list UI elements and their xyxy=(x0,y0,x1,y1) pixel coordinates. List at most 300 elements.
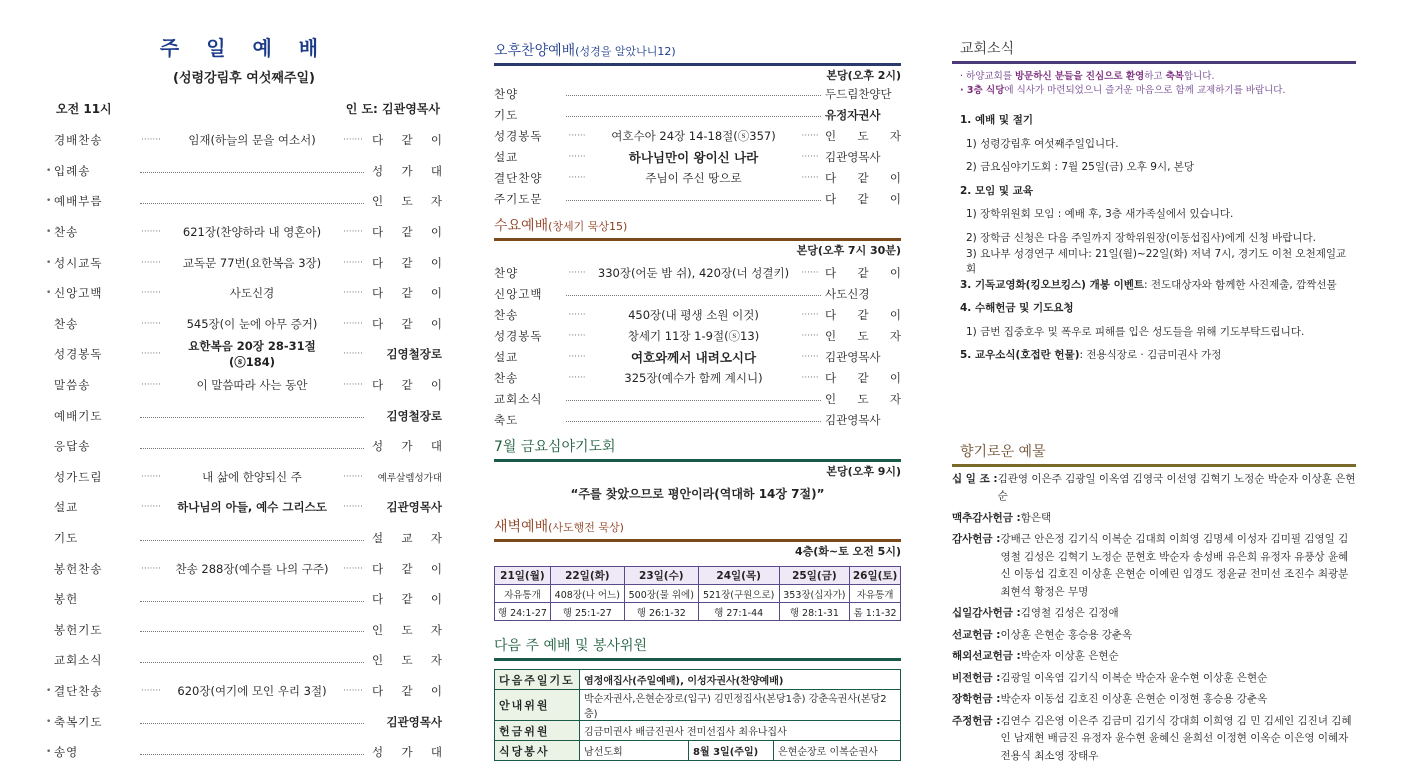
order-item-name: 성경봉독 xyxy=(54,347,103,362)
sunday-service-leader: 인 도: 김관영목사 xyxy=(345,102,440,116)
wednesday-service-place: 본당(오후 7시 30분) xyxy=(796,244,901,257)
order-item xyxy=(46,156,442,187)
dot-leader: ······ xyxy=(801,372,819,383)
news-detail: : 전용식장로 · 김금미권사 가정 xyxy=(1079,349,1222,362)
order-item-leader: 성 가 대 xyxy=(372,163,442,178)
duty-label: 식당봉사 xyxy=(495,741,580,761)
weekday-services-column xyxy=(494,0,901,761)
order-item xyxy=(46,400,442,431)
order-item-leader: 사도신경 xyxy=(825,286,870,301)
order-item-leader: 성 가 대 xyxy=(372,439,442,454)
order-item-content: 330장(어둔 밤 쉬), 420장(너 성결키) xyxy=(597,265,790,280)
friday-prayer-title: 7월 금요심야기도회 xyxy=(494,439,616,455)
dot-leader: ······ xyxy=(801,172,819,183)
offering-label: 비전헌금 : xyxy=(952,671,1001,684)
afternoon-order-list xyxy=(494,83,901,209)
order-item-leader: 다 같 이 xyxy=(825,265,901,280)
order-item-leader: 유정자권사 xyxy=(825,107,881,122)
order-item xyxy=(494,146,901,167)
friday-prayer-place: 본당(오후 9시) xyxy=(826,465,901,478)
order-item-name: 축복기도 xyxy=(54,714,103,729)
offering-names: 강배근 안은정 김기식 이복순 김대희 이희영 김명세 이성자 김미필 김영일 김영철 김성은 김혁기 노정순 문현호 박순자 송성배 유은희 유정자 유풍상 윤혜신 이동섭 김호진 이상훈 은현순 이예린 임경도 정윤균 전미선 조진수 최광분 최현석 황정은 무명 xyxy=(1000,533,1349,598)
order-item-name: 신앙고백 xyxy=(54,286,103,301)
order-item xyxy=(494,262,901,283)
duty-label: 안내위원 xyxy=(495,690,580,721)
afternoon-service-title: 오후찬양예배 xyxy=(494,43,576,59)
dot-leader xyxy=(140,417,364,418)
sunday-service-subtitle: (성령강림후 여섯째주일) xyxy=(173,71,315,86)
order-item-leader: 다 같 이 xyxy=(372,683,442,698)
order-item-leader: 다 같 이 xyxy=(372,316,442,331)
order-item-name: 봉헌기도 xyxy=(54,622,103,637)
dot-leader: ······· xyxy=(140,318,162,329)
next-week-header xyxy=(494,635,901,661)
offering-row xyxy=(952,670,1356,688)
offering-names: 김관영 이은주 김광일 이옥염 김영국 이선영 김혁기 노정순 박순자 이상훈 은현순 xyxy=(997,472,1356,502)
news-column xyxy=(952,0,1356,765)
dot-leader: ······ xyxy=(568,351,586,362)
dawn-cell: 자유통개 xyxy=(495,585,551,603)
news-heading xyxy=(952,296,1356,320)
order-item xyxy=(46,523,442,554)
offering-list xyxy=(952,471,1356,766)
bullet-dot: • xyxy=(46,165,52,176)
order-item xyxy=(46,615,442,646)
dot-leader: ······· xyxy=(342,563,364,574)
duty-row xyxy=(495,690,901,721)
offering-names: 이상훈 은현순 홍승용 강춘옥 xyxy=(1000,628,1133,641)
order-item-content: 사도신경 xyxy=(229,286,275,301)
order-item-name: 축도 xyxy=(494,412,519,427)
offering-row xyxy=(952,713,1356,766)
dot-leader: ······ xyxy=(568,330,586,341)
wednesday-service-header xyxy=(494,215,901,241)
notice-text-bold: 방문하신 분들을 진심으로 환영 xyxy=(1014,71,1145,82)
order-item-content: 545장(이 눈에 아무 증거) xyxy=(186,316,318,331)
dot-leader xyxy=(140,662,364,663)
dot-leader: ······· xyxy=(342,257,364,268)
order-item-leader: 김관영목사 xyxy=(825,349,881,364)
dawn-cell: 행 28:1-31 xyxy=(779,603,850,621)
dot-leader: ······ xyxy=(801,330,819,341)
order-item xyxy=(46,676,442,707)
dot-leader: ······ xyxy=(801,151,819,162)
order-item-leader: 김관영목사 xyxy=(825,149,881,164)
order-item xyxy=(46,431,442,462)
news-text: 1) 금번 집중호우 및 폭우로 피해를 입은 성도들을 위해 기도부탁드립니다. xyxy=(966,325,1305,338)
offering-label: 해외선교헌금 : xyxy=(952,650,1021,662)
sunday-service-column xyxy=(46,0,442,767)
order-item-leader: 예루살렘성가대 xyxy=(377,472,442,484)
offering-header xyxy=(952,441,1356,467)
dawn-schedule-table xyxy=(494,566,901,621)
order-item-content: 교독문 77번(요한복음 3장) xyxy=(182,255,322,270)
dot-leader xyxy=(140,723,364,724)
order-item-leader: 김관영목사 xyxy=(386,714,442,729)
order-item-name: 성경봉독 xyxy=(494,128,543,143)
bullet-dot: • xyxy=(46,685,52,696)
order-item-name: 말씀송 xyxy=(54,378,91,393)
dot-leader: ······· xyxy=(140,288,162,299)
dot-leader: ······· xyxy=(342,318,364,329)
order-item xyxy=(494,167,901,188)
dawn-service-subtitle: (사도행전 묵상) xyxy=(548,521,624,534)
dawn-cell: 500장(물 위에) xyxy=(624,585,698,603)
order-item-leader: 다 같 이 xyxy=(825,370,901,385)
order-item-name: 기도 xyxy=(54,531,79,546)
offering-label: 주정헌금 : xyxy=(952,714,1001,727)
dot-leader: ······· xyxy=(140,380,162,391)
dot-leader: ······· xyxy=(140,135,162,146)
order-item xyxy=(494,125,901,146)
dot-leader xyxy=(566,116,821,117)
offering-label: 감사헌금 : xyxy=(952,533,1001,545)
dot-leader: ······· xyxy=(342,380,364,391)
offering-names: 박순자 이상훈 은현순 xyxy=(1020,650,1119,662)
order-item-content: 요한복음 20장 28-31절(ⓢ184) xyxy=(188,339,316,370)
news-item xyxy=(952,155,1356,179)
news-text: 2) 금요심야기도회 : 7월 25일(금) 오후 9시, 본당 xyxy=(966,161,1195,174)
afternoon-service-subtitle: (성경을 알았나니12) xyxy=(575,45,676,58)
order-item xyxy=(46,462,442,493)
notice-text: 하고 xyxy=(1144,71,1166,82)
order-item xyxy=(494,388,901,409)
order-item-leader: 다 같 이 xyxy=(372,378,442,393)
duty-value-2: 은현순장로 이복순권사 xyxy=(774,741,901,761)
offering-row xyxy=(952,605,1356,623)
order-item-content: 내 삶에 한양되신 주 xyxy=(202,469,302,484)
offering-names: 김연수 김은영 이은주 김금미 김기식 강대희 이희영 김 민 김세인 김진녀 김혜인 남재현 배금진 유정자 윤수현 윤혜신 윤희선 이정현 이옥순 이은영 이혜자 전용식 최소영 장태우 xyxy=(1000,714,1352,762)
dot-leader: ······· xyxy=(342,349,364,360)
order-item-name: 주기도문 xyxy=(494,191,543,206)
dot-leader xyxy=(140,631,364,632)
order-item-name: 찬송 xyxy=(494,370,519,385)
afternoon-service-header xyxy=(494,40,901,66)
order-item-name: 성가드림 xyxy=(54,469,103,484)
dawn-cell: 롬 1:1-32 xyxy=(850,603,901,621)
order-item-name: 송영 xyxy=(54,745,79,760)
order-item-name: 교회소식 xyxy=(494,391,543,406)
news-item xyxy=(952,320,1356,344)
order-item-name: 찬송 xyxy=(54,225,79,240)
dawn-service-title: 새벽예배 xyxy=(494,519,549,535)
order-item xyxy=(46,706,442,737)
offering-names: 김광일 이옥염 김기식 이복순 박순자 윤수현 이상훈 은현순 xyxy=(1000,671,1268,684)
dot-leader: ······ xyxy=(568,172,586,183)
offering-label: 장학헌금 : xyxy=(952,693,1001,705)
order-item-leader: 다 같 이 xyxy=(825,191,901,206)
order-item xyxy=(46,645,442,676)
order-item-content: 창세기 11장 1-9절(ⓢ13) xyxy=(627,328,760,343)
notice-text-bold: · 3층 식당 xyxy=(960,85,1005,96)
order-item-leader: 설 교 자 xyxy=(372,531,442,546)
dawn-passages-row xyxy=(495,603,901,621)
order-item xyxy=(46,278,442,309)
order-item-leader: 다 같 이 xyxy=(372,561,442,576)
order-item-leader: 인 도 자 xyxy=(372,622,442,637)
order-item xyxy=(494,346,901,367)
dot-leader: ······ xyxy=(568,151,586,162)
news-list xyxy=(952,108,1356,367)
order-item-content: 주님이 주신 땅으로 xyxy=(645,170,742,185)
order-item-leader: 김영철장로 xyxy=(386,347,442,362)
dot-leader xyxy=(140,754,364,755)
order-item-content: 450장(내 평생 소원 이것) xyxy=(628,307,759,322)
order-item-leader: 다 같 이 xyxy=(372,133,442,148)
order-item xyxy=(494,83,901,104)
news-text: 1) 장학위원회 모임 : 예배 후, 3층 새가족실에서 있습니다. xyxy=(966,208,1234,221)
duty-value: 염정애집사(주일예배), 이성자권사(찬양예배) xyxy=(580,670,901,690)
friday-prayer-header xyxy=(494,436,901,462)
news-item xyxy=(952,249,1356,273)
sunday-service-time-row xyxy=(46,100,442,117)
dawn-cell: 22일(화) xyxy=(550,567,624,585)
order-item-name: 예배기도 xyxy=(54,408,103,423)
bullet-dot: • xyxy=(46,288,52,299)
offering-names: 함은택 xyxy=(1020,511,1052,524)
dawn-service-header xyxy=(494,516,901,542)
dawn-days-row xyxy=(495,567,901,585)
order-item-name: 찬양 xyxy=(494,86,519,101)
offering-row xyxy=(952,627,1356,645)
order-item-name: 설교 xyxy=(54,500,79,515)
order-item xyxy=(46,553,442,584)
order-item-leader: 다 같 이 xyxy=(372,286,442,301)
order-item-leader: 김관영목사 xyxy=(825,412,881,427)
duty-label: 다음주일기도 xyxy=(495,670,580,690)
friday-prayer-quote: “주를 찾았으므로 평안이라(역대하 14장 7절)” xyxy=(570,487,825,501)
order-item-content: 이 말씀따라 사는 동안 xyxy=(196,378,308,393)
dot-leader xyxy=(566,295,821,296)
offering-row xyxy=(952,471,1356,506)
duty-value: 남선도회 xyxy=(580,741,689,761)
order-item-name: 봉헌 xyxy=(54,592,79,607)
dot-leader: ······· xyxy=(140,471,162,482)
offering-row xyxy=(952,531,1356,601)
order-item-name: 교회소식 xyxy=(54,653,103,668)
news-text: 3) 요나부 성경연구 세미나: 21일(월)~22일(화) 저녁 7시, 경기도 이천 오천제일교회 xyxy=(966,247,1347,275)
duty-label: 헌금위원 xyxy=(495,721,580,741)
dawn-cell: 행 26:1-32 xyxy=(624,603,698,621)
duty-value: 김금미권사 배금진권사 전미선집사 최유나집사 xyxy=(580,721,901,741)
dot-leader xyxy=(140,172,364,173)
offering-label: 십일감사헌금 : xyxy=(952,607,1021,619)
notice-text: 에 식사가 마련되었으니 즐거운 마음으로 함께 교제하기를 바랍니다. xyxy=(1004,85,1286,96)
dawn-cell: 행 27:1-44 xyxy=(698,603,779,621)
dawn-cell: 자유통개 xyxy=(850,585,901,603)
order-item-leader: 김영철장로 xyxy=(386,408,442,423)
welcome-notice xyxy=(960,70,1356,84)
dawn-service-place: 4층(화~토 오전 5시) xyxy=(795,545,901,558)
dot-leader xyxy=(566,95,821,96)
offering-names: 박순자 이동섭 김호진 이상훈 은현순 이정현 홍승용 강춘옥 xyxy=(1000,693,1268,705)
dawn-cell: 521장(구원으로) xyxy=(698,585,779,603)
news-heading xyxy=(952,273,1356,297)
sunday-service-time: 오전 11시 xyxy=(56,102,112,116)
offering-row xyxy=(952,648,1356,666)
meal-notice xyxy=(960,84,1356,98)
order-item-name: 찬양 xyxy=(494,265,519,280)
order-item-name: 신앙고백 xyxy=(494,286,543,301)
dot-leader: ······· xyxy=(342,471,364,482)
order-item-name: 입례송 xyxy=(54,163,91,178)
order-item xyxy=(46,125,442,156)
news-text: 4. 수해헌금 및 기도요청 xyxy=(960,302,1074,315)
order-item-name: 봉헌찬송 xyxy=(54,561,103,576)
news-text: 1) 성령강림후 여섯째주일입니다. xyxy=(966,137,1119,150)
dawn-cell: 23일(수) xyxy=(624,567,698,585)
notice-text: · 하양교회를 xyxy=(960,71,1015,82)
order-item-leader: 두드림찬양단 xyxy=(825,86,892,101)
offering-row xyxy=(952,691,1356,709)
dot-leader: ······ xyxy=(801,130,819,141)
dot-leader: ······ xyxy=(568,372,586,383)
dot-leader: ······· xyxy=(342,685,364,696)
order-item-content: 620장(여기에 모인 우리 3절) xyxy=(177,683,327,698)
duty-date: 8월 3일(주일) xyxy=(689,741,774,761)
order-item xyxy=(46,370,442,401)
order-item-content: 여호와께서 내려오시다 xyxy=(630,349,757,365)
dot-leader xyxy=(566,421,821,422)
wednesday-order-list xyxy=(494,262,901,430)
dot-leader xyxy=(140,540,364,541)
order-item-name: 응답송 xyxy=(54,439,91,454)
order-item-leader: 다 같 이 xyxy=(825,307,901,322)
dawn-cell: 408장(나 어느) xyxy=(550,585,624,603)
news-heading xyxy=(952,343,1356,367)
afternoon-service-place: 본당(오후 2시) xyxy=(826,69,901,82)
order-item-name: 찬송 xyxy=(54,316,79,331)
news-text: 1. 예배 및 절기 xyxy=(960,114,1033,127)
order-item xyxy=(494,304,901,325)
offering-names: 김영철 김성은 김정애 xyxy=(1020,607,1119,619)
order-item-name: 기도 xyxy=(494,107,519,122)
order-item-leader: 다 같 이 xyxy=(372,592,442,607)
wednesday-service-subtitle: (창세기 묵상15) xyxy=(548,220,628,233)
dawn-cell: 26일(토) xyxy=(850,567,901,585)
order-item xyxy=(46,492,442,523)
order-item-content: 하나님만이 왕이신 나라 xyxy=(628,149,759,165)
bullet-dot: • xyxy=(46,227,52,238)
order-item-content: 임재(하늘의 문을 여소서) xyxy=(188,133,316,148)
dot-leader xyxy=(140,601,364,602)
dot-leader: ······· xyxy=(140,685,162,696)
dot-leader xyxy=(566,200,821,201)
dot-leader: ······ xyxy=(801,351,819,362)
offering-title: 향기로운 예물 xyxy=(960,443,1046,460)
order-item-leader: 인 도 자 xyxy=(825,128,901,143)
bullet-dot: • xyxy=(46,257,52,268)
next-week-duty-table xyxy=(494,669,901,761)
sunday-service-title: 주 일 예 배 xyxy=(159,36,329,60)
order-item-content: 찬송 288장(예수를 나의 구주) xyxy=(175,561,329,576)
order-item xyxy=(46,217,442,248)
order-item-name: 찬송 xyxy=(494,307,519,322)
dot-leader: ······· xyxy=(140,563,162,574)
order-item xyxy=(46,309,442,340)
dot-leader xyxy=(140,203,364,204)
news-text: 5. 교우소식(호접란 헌물) xyxy=(960,349,1080,362)
notice-text: 합니다. xyxy=(1183,71,1215,82)
duty-value: 박순자권사,은현순장로(입구) 김민정집사(본당1층) 강춘옥권사(본당2층) xyxy=(580,690,901,721)
bullet-dot: • xyxy=(46,716,52,727)
order-item xyxy=(46,339,442,370)
order-item xyxy=(46,247,442,278)
order-item-leader: 성 가 대 xyxy=(372,745,442,760)
dot-leader: ······ xyxy=(801,267,819,278)
order-item-name: 성시교독 xyxy=(54,255,103,270)
news-notices xyxy=(952,70,1356,98)
dot-leader: ······· xyxy=(342,135,364,146)
order-item xyxy=(46,186,442,217)
offering-label: 십 일 조 : xyxy=(952,472,998,485)
order-item-name: 결단찬송 xyxy=(54,683,103,698)
dawn-cell: 25일(금) xyxy=(779,567,850,585)
order-item-leader: 다 같 이 xyxy=(825,170,901,185)
order-item-content: 621장(찬양하라 내 영혼아) xyxy=(182,225,322,240)
order-item xyxy=(494,283,901,304)
order-item xyxy=(46,584,442,615)
order-item-content: 325장(예수가 함께 계시니) xyxy=(624,370,763,385)
order-item-name: 결단찬양 xyxy=(494,170,543,185)
order-item-content: 하나님의 아들, 예수 그리스도 xyxy=(177,500,327,515)
dot-leader: ······· xyxy=(342,288,364,299)
order-item-name: 예배부름 xyxy=(54,194,103,209)
dot-leader xyxy=(566,400,821,401)
offering-label: 선교헌금 : xyxy=(952,628,1001,641)
duty-row xyxy=(495,670,901,690)
order-item-name: 설교 xyxy=(494,349,519,364)
news-title: 교회소식 xyxy=(960,41,1015,57)
news-detail: : 전도대상자와 함께한 사진제출, 깜짝선물 xyxy=(1144,278,1337,291)
news-item xyxy=(952,132,1356,156)
order-item-leader: 인 도 자 xyxy=(825,328,901,343)
order-item xyxy=(494,325,901,346)
bullet-dot: • xyxy=(46,747,52,758)
order-item xyxy=(494,104,901,125)
order-item xyxy=(46,737,442,768)
order-item-name: 성경봉독 xyxy=(494,328,543,343)
dot-leader: ······ xyxy=(568,267,586,278)
news-heading xyxy=(952,108,1356,132)
order-item-leader: 인 도 자 xyxy=(372,194,442,209)
duty-row xyxy=(495,741,901,761)
notice-text-bold: 축복 xyxy=(1165,71,1184,82)
dawn-cell: 행 25:1-27 xyxy=(550,603,624,621)
order-item-leader: 김관영목사 xyxy=(386,500,442,515)
bullet-dot: • xyxy=(46,196,52,207)
next-week-title: 다음 주 예배 및 봉사위원 xyxy=(494,638,648,654)
dawn-cell: 21일(월) xyxy=(495,567,551,585)
offering-label: 맥추감사헌금 : xyxy=(952,511,1021,524)
dawn-cell: 24일(목) xyxy=(698,567,779,585)
dot-leader: ······· xyxy=(140,257,162,268)
dawn-cell: 행 24:1-27 xyxy=(495,603,551,621)
news-item xyxy=(952,202,1356,226)
order-item-leader: 인 도 자 xyxy=(372,653,442,668)
dot-leader: ······· xyxy=(342,227,364,238)
order-item xyxy=(494,188,901,209)
dot-leader: ······· xyxy=(140,227,162,238)
order-item-name: 설교 xyxy=(494,149,519,164)
dot-leader: ······ xyxy=(801,309,819,320)
offering-row xyxy=(952,510,1356,528)
dot-leader: ······· xyxy=(342,502,364,513)
order-item-content: 여호수아 24장 14-18절(ⓢ357) xyxy=(611,128,776,143)
news-text: 2) 장학금 신청은 다음 주일까지 장학위원장(이동섭집사)에게 신청 바랍니다. xyxy=(966,231,1316,244)
order-item xyxy=(494,367,901,388)
news-text: 3. 기독교영화(킹오브킹스) 개봉 이벤트 xyxy=(960,278,1145,291)
